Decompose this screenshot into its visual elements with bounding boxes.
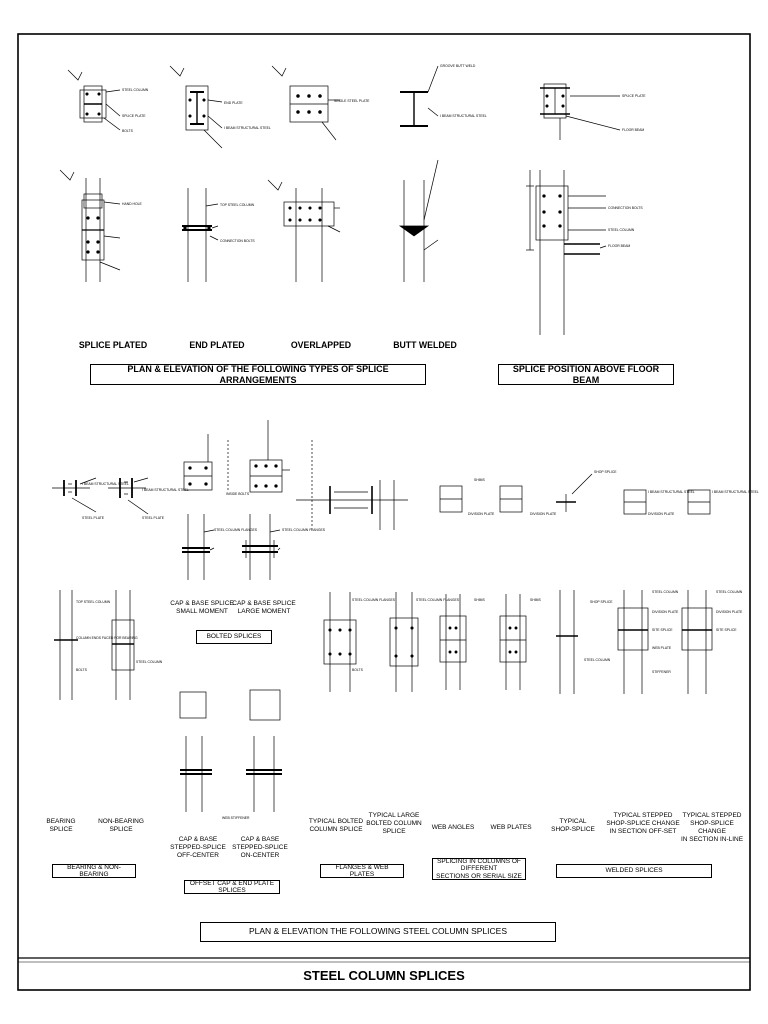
mcallout-i-beam: I BEAM STRUCTURAL STEEL bbox=[82, 482, 129, 486]
mcallout-shims-2: SHIMS bbox=[474, 598, 485, 602]
mcallout-top-steel-column: TOP STEEL COLUMN bbox=[76, 600, 111, 604]
mcallout-steel-plate: STEEL PLATE bbox=[82, 516, 105, 520]
mcallout-division-plate-2: DIVISION PLATE bbox=[530, 512, 557, 516]
caption-on-center: CAP & BASE STEPPED-SPLICE ON-CENTER bbox=[232, 836, 288, 860]
callout-bolts: BOLTS bbox=[122, 129, 133, 133]
mcallout-steel-column-2: STEEL COLUMN bbox=[584, 658, 611, 662]
caption-off-center: CAP & BASE STEPPED-SPLICE OFF-CENTER bbox=[170, 836, 226, 860]
mcallout-shims: SHIMS bbox=[474, 478, 485, 482]
callout-floor-beam-fb: FLOOR BEAM bbox=[608, 244, 631, 248]
mcallout-site-splice-2: SITE SPLICE bbox=[716, 628, 737, 632]
mcallout-division-plate-4: DIVISION PLATE bbox=[652, 610, 679, 614]
caption-web-angles: WEB ANGLES bbox=[431, 824, 475, 831]
mcallout-steel-plate-2: STEEL PLATE bbox=[142, 516, 165, 520]
caption-stepped-in-line: TYPICAL STEPPED SHOP-SPLICE CHANGE IN SECTION IN-LINE bbox=[680, 812, 744, 844]
cap-base-small-plan bbox=[184, 434, 228, 490]
mcallout-flanges-2: STEEL COLUMN FLANGES bbox=[282, 528, 326, 532]
callout-steel-column: STEEL COLUMN bbox=[122, 88, 149, 92]
callout-splice-plate: SPLICE PLATE bbox=[122, 114, 146, 118]
label-overlapped: OVERLAPPED bbox=[290, 340, 352, 351]
mcallout-shop-splice: SHOP SPLICE bbox=[594, 470, 617, 474]
caption-bearing: BEARING SPLICE bbox=[46, 818, 76, 834]
welded-splices bbox=[556, 474, 712, 694]
floor-beam-elevation bbox=[526, 170, 606, 335]
sheet-title: STEEL COLUMN SPLICES bbox=[303, 968, 465, 983]
mcallout-web-stiffener: WEB STIFFENER bbox=[222, 816, 250, 820]
callout-steel-column-fb: STEEL COLUMN bbox=[608, 228, 635, 232]
caption-typical-large-bolted: TYPICAL LARGE BOLTED COLUMN SPLICE bbox=[366, 812, 422, 836]
label-butt-welded: BUTT WELDED bbox=[393, 340, 457, 351]
splice-plated-elevation bbox=[60, 170, 120, 282]
offset-cap-end bbox=[180, 690, 282, 812]
box-bolted-splices: BOLTED SPLICES bbox=[196, 630, 272, 644]
floor-beam-plan bbox=[540, 84, 620, 140]
mcallout-site-splice: SITE SPLICE bbox=[652, 628, 673, 632]
caption-web-plates: WEB PLATES bbox=[490, 824, 532, 831]
label-splice-plated: SPLICE PLATED bbox=[78, 340, 148, 351]
butt-welded-plan bbox=[400, 66, 438, 126]
mcallout-division-plate: DIVISION PLATE bbox=[468, 512, 495, 516]
butt-welded-elevation bbox=[400, 160, 438, 282]
mcallout-division-plate-3: DIVISION PLATE bbox=[648, 512, 675, 516]
mcallout-flanges: STEEL COLUMN FLANGES bbox=[214, 528, 258, 532]
mcallout-inside-bolts: INSIDE BOLTS bbox=[226, 492, 250, 496]
overlapped-elevation bbox=[268, 180, 340, 282]
web-angles-plates bbox=[440, 486, 526, 690]
callout-single-steel-plate: SINGLE STEEL PLATE bbox=[334, 99, 370, 103]
caption-cap-base-large: CAP & BASE SPLICE LARGE MOMENT bbox=[232, 600, 296, 616]
mcallout-steel-column: STEEL COLUMN bbox=[136, 660, 163, 664]
end-plated-elevation bbox=[182, 188, 218, 282]
cap-base-elevations bbox=[182, 514, 280, 580]
cap-base-large-plan bbox=[250, 420, 290, 492]
callout-floor-beam: FLOOR BEAM bbox=[622, 128, 645, 132]
mcallout-shims-3: SHIMS bbox=[530, 598, 541, 602]
mcallout-shop-splice-2: SHOP SPLICE bbox=[590, 600, 613, 604]
bearing-nonbearing bbox=[54, 590, 134, 700]
box-bearing-non-bearing: BEARING & NON-BEARING bbox=[52, 864, 136, 878]
callout-connection-bolts-fb: CONNECTION BOLTS bbox=[608, 206, 643, 210]
callout-i-beam-2: I BEAM STRUCTURAL STEEL bbox=[440, 114, 487, 118]
box-different-sections: SPLICING IN COLUMNS OF DIFFERENT SECTIONS OR SERIAL SIZE bbox=[432, 858, 526, 880]
flanges-web-plates bbox=[296, 440, 418, 692]
steel-column-splices-box-title: PLAN & ELEVATION THE FOLLOWING STEEL COLUMN SPLICES bbox=[200, 922, 556, 942]
end-plated-plan bbox=[170, 66, 222, 148]
mcallout-column-ends: COLUMN ENDS FACED FOR BEARING bbox=[76, 636, 138, 640]
caption-typical-bolted: TYPICAL BOLTED COLUMN SPLICE bbox=[308, 818, 364, 834]
mcallout-steel-column-4: STEEL COLUMN bbox=[716, 590, 743, 594]
splice-arrangements-title: PLAN & ELEVATION OF THE FOLLOWING TYPES OF SPLICE ARRANGEMENTS bbox=[90, 364, 426, 385]
callout-end-plate: END PLATE bbox=[224, 101, 243, 105]
mcallout-web-plate: WEB PLATE bbox=[652, 646, 672, 650]
box-welded-splices: WELDED SPLICES bbox=[556, 864, 712, 878]
callout-groove-butt-weld: GROOVE BUTT WELD bbox=[440, 64, 476, 68]
floor-beam-title: SPLICE POSITION ABOVE FLOOR BEAM bbox=[498, 364, 674, 385]
callout-hand-hole: HAND HOLE bbox=[122, 202, 142, 206]
mcallout-steel-column-3: STEEL COLUMN bbox=[652, 590, 679, 594]
mcallout-stiffener: STIFFENER bbox=[652, 670, 671, 674]
caption-typical-shop: TYPICAL SHOP-SPLICE bbox=[551, 818, 595, 834]
box-offset-cap-end: OFFSET CAP & END PLATE SPLICES bbox=[184, 880, 280, 894]
mcallout-bolts: BOLTS bbox=[76, 668, 87, 672]
caption-stepped-off-set: TYPICAL STEPPED SHOP-SPLICE CHANGE IN SECTION OFF-SET bbox=[606, 812, 680, 836]
caption-non-bearing: NON-BEARING SPLICE bbox=[98, 818, 144, 834]
callout-splice-plate-fb: SPLICE PLATE bbox=[622, 94, 646, 98]
mcallout-flanges-4: STEEL COLUMN FLANGES bbox=[416, 598, 460, 602]
mcallout-i-beam-4: I BEAM STRUCTURAL STEEL bbox=[712, 490, 759, 494]
callout-i-beam: I BEAM STRUCTURAL STEEL bbox=[224, 126, 271, 130]
callout-connection-bolts: CONNECTION BOLTS bbox=[220, 239, 255, 243]
mcallout-i-beam-2: I BEAM STRUCTURAL STEEL bbox=[142, 488, 189, 492]
box-flanges-web: FLANGES & WEB PLATES bbox=[320, 864, 404, 878]
mcallout-bolts-2: BOLTS bbox=[352, 668, 363, 672]
splice-plated-plan bbox=[68, 70, 120, 130]
overlapped-plan bbox=[272, 66, 340, 140]
mcallout-division-plate-5: DIVISION PLATE bbox=[716, 610, 743, 614]
callout-top-steel-column: TOP STEEL COLUMN bbox=[220, 203, 255, 207]
mcallout-i-beam-3: I BEAM STRUCTURAL STEEL bbox=[648, 490, 695, 494]
caption-cap-base-small: CAP & BASE SPLICE SMALL MOMENT bbox=[170, 600, 234, 616]
mcallout-flanges-3: STEEL COLUMN FLANGES bbox=[352, 598, 396, 602]
label-end-plated: END PLATED bbox=[189, 340, 245, 351]
